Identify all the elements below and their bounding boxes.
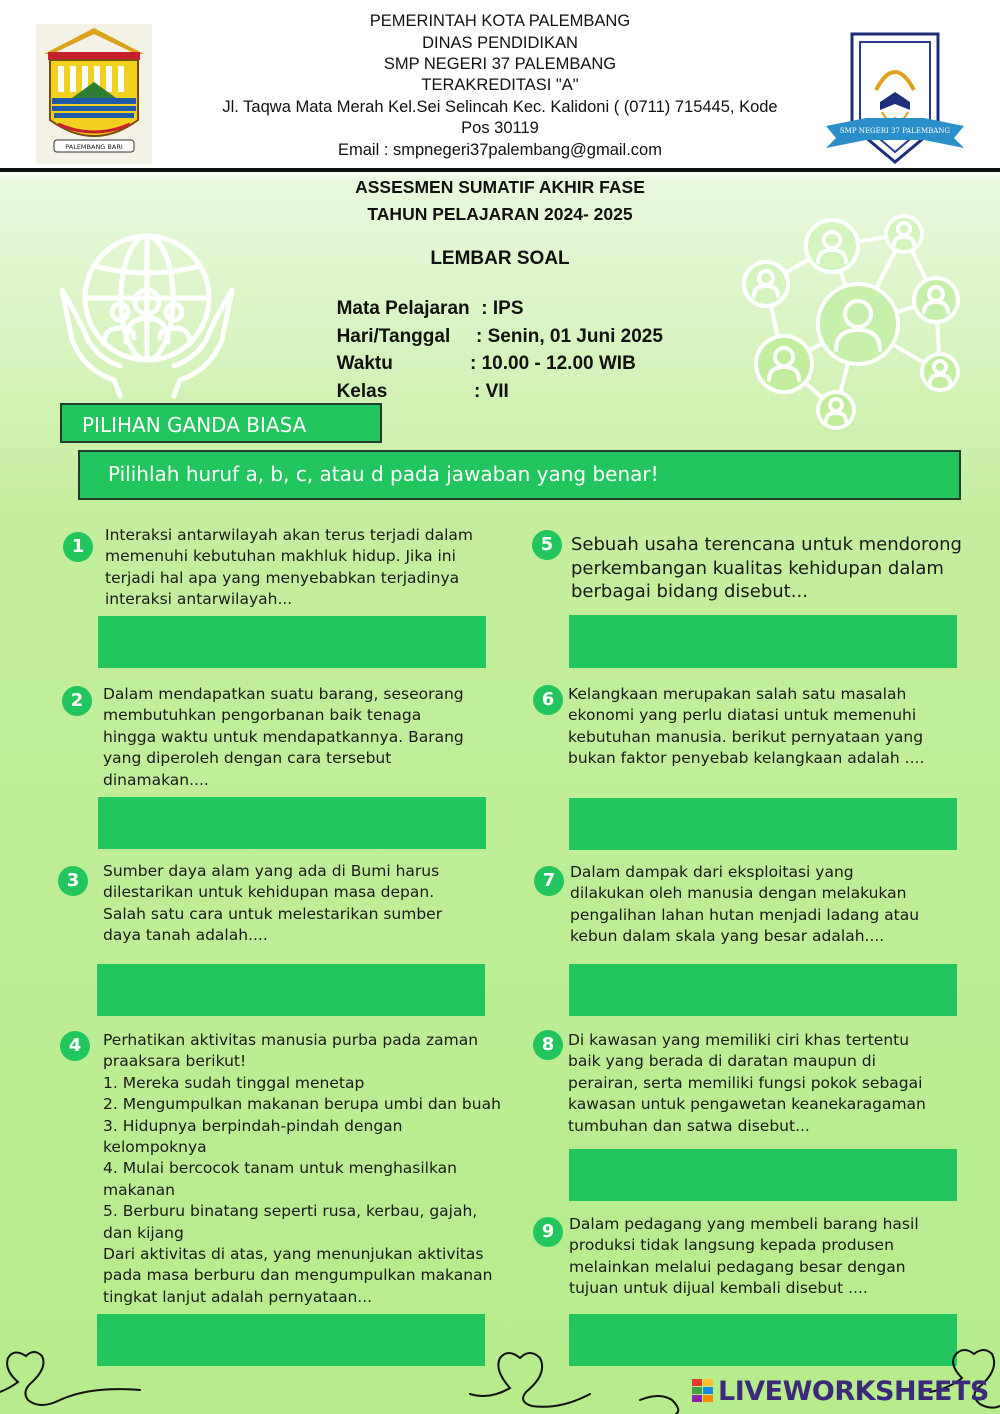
info-value: : Senin, 01 Juni 2025 — [476, 326, 663, 347]
question-number: 8 — [533, 1030, 563, 1060]
header-address: Jl. Taqwa Mata Merah Kel.Sei Selincah Kec. Kalidoni ( (0711) 715445, Kode — [222, 98, 778, 116]
question-number: 4 — [60, 1031, 90, 1061]
question-number: 3 — [58, 866, 88, 896]
question-text: Dalam mendapatkan suatu barang, seseorang membutuhkan pengorbanan baik tenaga hingga waktu untuk mendapatkannya. Barang yang diperoleh dengan cara tersebut dinamakan.... — [103, 685, 464, 789]
academic-year: TAHUN PELAJARAN 2024- 2025 — [367, 204, 633, 224]
answer-box-5[interactable] — [569, 615, 957, 668]
question-number: 1 — [63, 532, 93, 562]
header-email: Email : smpnegeri37palembang@gmail.com — [338, 141, 662, 159]
question-text: Kelangkaan merupakan salah satu masalah ekonomi yang perlu diatasi untuk memenuhi kebutuhan manusia. berikut pernyataan yang bukan faktor penyebab kelangkaan adalah .... — [568, 685, 925, 768]
answer-box-6[interactable] — [569, 798, 957, 850]
info-value: : IPS — [481, 298, 524, 319]
question-number: 9 — [533, 1217, 563, 1247]
exam-title: ASSESMEN SUMATIF AKHIR FASE — [355, 177, 645, 197]
info-value: : 10.00 - 12.00 WIB — [470, 353, 636, 374]
brand-text: LIVEWORKSHEETS — [718, 1376, 989, 1407]
info-class — [326, 359, 509, 403]
crest-banner-text: PALEMBANG BARI — [65, 143, 123, 151]
sheet-title: LEMBAR SOAL — [430, 248, 570, 269]
header-department: DINAS PENDIDIKAN — [422, 34, 578, 52]
info-label: Waktu — [336, 353, 393, 374]
liveworksheets-logo — [692, 1376, 989, 1406]
question-text: Interaksi antarwilayah akan terus terjadi dalam memenuhi kebutuhan makhluk hidup. Jika ini terjadi hal apa yang menyebabkan terjadinya interaksi antarwilayah... — [105, 526, 474, 609]
school-banner-text: SMP NEGERI 37 PALEMBANG — [839, 127, 951, 135]
question-number: 2 — [62, 686, 92, 716]
info-value: : VII — [474, 381, 509, 402]
instruction-banner: Pilihlah huruf a, b, c, atau d pada jawaban yang benar! — [78, 450, 961, 500]
header-divider — [0, 168, 1000, 172]
question-text: Sumber daya alam yang ada di Bumi harus dilestarikan untuk kehidupan masa depan. Salah satu cara untuk melestarikan sumber daya tanah adalah.... — [103, 862, 443, 945]
answer-box-1[interactable] — [98, 616, 486, 668]
header-government: PEMERINTAH KOTA PALEMBANG — [369, 12, 631, 30]
question-number: 6 — [533, 685, 563, 715]
info-label: Hari/Tanggal — [336, 326, 451, 347]
answer-box-7[interactable] — [569, 964, 957, 1016]
question-text: Dalam dampak dari eksploitasi yang dilakukan oleh manusia dengan melakukan pengalihan lahan hutan menjadi ladang atau kebun dalam skala yang besar adalah.... — [570, 863, 920, 946]
info-label: Kelas — [336, 381, 388, 402]
question-text: Perhatikan aktivitas manusia purba pada zaman praaksara berikut! 1. Mereka sudah tinggal menetap 2. Mengumpulkan makanan berupa umbi dan buah 3. Hidupnya berpindah-pindah dengan kelompoknya 4. Mulai bercocok tanam untuk menghasilkan makanan 5. Berburu binatang seperti rusa, kerbau, gajah, dan kijang Dari aktivitas di atas, yang menunjukan aktivitas pada masa berburu dan mengumpulkan makanan tingkat lanjut adalah pernyataan... — [103, 1031, 501, 1306]
liveworksheets-icon — [692, 1379, 714, 1403]
question-text: Dalam pedagang yang membeli barang hasil produksi tidak langsung kepada produsen melainkan melalui pedagang besar dengan tujuan untuk dijual kembali disebut .... — [569, 1215, 919, 1298]
question-text: Di kawasan yang memiliki ciri khas tertentu baik yang berada di daratan maupun di perairan, serta memiliki fungsi pokok sebagai kawasan untuk pengawetan keanekaragaman tumbuhan dan satwa disebut... — [568, 1031, 926, 1135]
globe-hands-icon — [54, 220, 240, 400]
people-network-icon — [740, 214, 972, 432]
question-text: Sebuah usaha terencana untuk mendorong perkembangan kualitas kehidupan dalam berbagai bidang disebut... — [571, 534, 962, 602]
answer-box-3[interactable] — [97, 964, 485, 1016]
section-tag: PILIHAN GANDA BIASA — [60, 403, 382, 443]
question-number: 5 — [532, 530, 562, 560]
question-number: 7 — [534, 866, 564, 896]
info-label: Mata Pelajaran — [336, 298, 470, 319]
header-school: SMP NEGERI 37 PALEMBANG — [383, 55, 617, 73]
answer-box-2[interactable] — [98, 797, 486, 849]
header-accreditation: TERAKREDITASI "A" — [421, 76, 579, 94]
header-postcode: Pos 30119 — [461, 119, 539, 137]
answer-box-8[interactable] — [569, 1149, 957, 1201]
